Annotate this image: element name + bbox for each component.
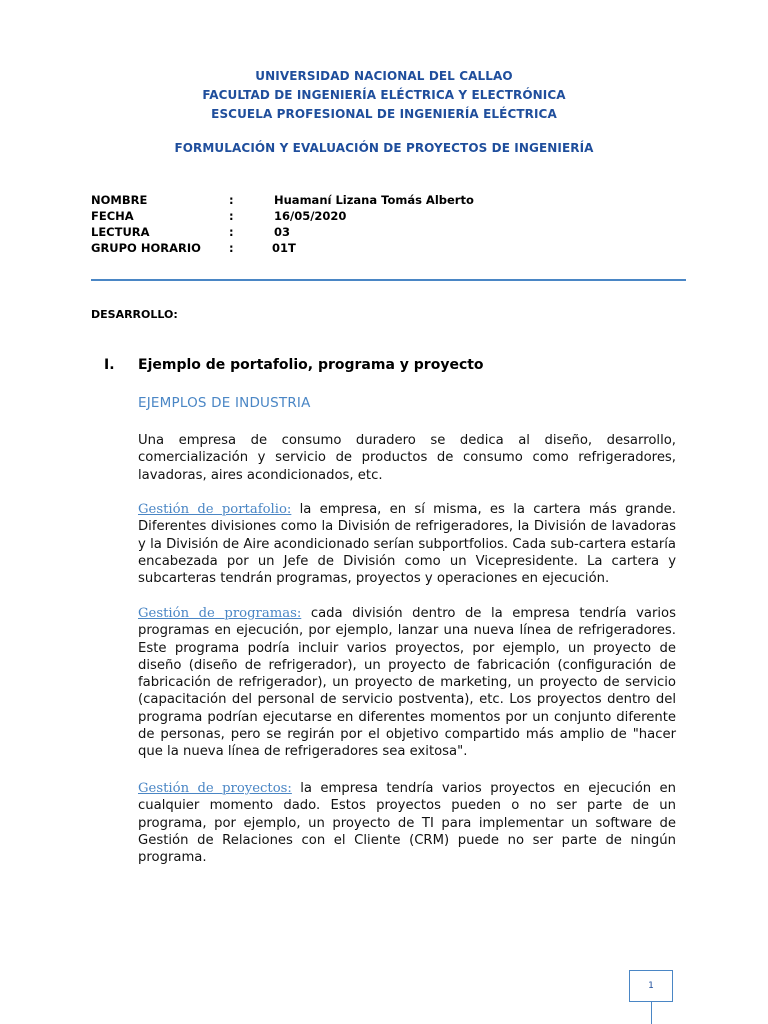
project-term: Gestión de proyectos: [138,781,292,796]
program-paragraph [138,605,676,761]
section-title: Ejemplo de portafolio, programa y proyecto [138,357,484,373]
info-label: FECHA [91,209,134,223]
info-separator: : [229,225,234,239]
course-title: FORMULACIÓN Y EVALUACIÓN DE PROYECTOS DE INGENIERÍA [174,141,594,155]
faculty-name: FACULTAD DE INGENIERÍA ELÉCTRICA Y ELECTRÓNICA [202,88,566,102]
info-label: GRUPO HORARIO [91,241,201,255]
info-separator: : [229,193,234,207]
project-paragraph [138,780,676,866]
info-label: LECTURA [91,225,150,239]
info-value: 03 [274,225,291,239]
page-number: 1 [648,981,654,991]
info-separator: : [229,209,234,223]
info-separator: : [229,241,234,255]
portfolio-text: la empresa, en sí misma, es la cartera más grande. Diferentes divisiones como la División de refrigeradores, la División de lavadoras y la División de Aire acondicionado serían subportfolios. Cada sub-cartera estaría encabezada por un Jefe de División como un Vicepresidente. La cartera y subcarteras tendrán programas, proyectos y operaciones en ejecución. [138,502,676,587]
info-label: NOMBRE [91,193,148,207]
portfolio-paragraph [138,501,676,587]
info-value: Huamaní Lizana Tomás Alberto [274,193,474,207]
project-text: la empresa tendría varios proyectos en ejecución en cualquier momento dado. Estos proyectos pueden o no ser parte de un programa, por ejemplo, un proyecto de TI para implementar un software de Gestión de Relaciones con el Cliente (CRM) puede no ser parte de ningún programa. [138,781,677,866]
page-number-box [629,970,673,1002]
program-term: Gestión de programas: [138,606,302,621]
header-divider [91,279,686,281]
info-value: 16/05/2020 [274,209,347,223]
desarrollo-label: DESARROLLO: [91,308,178,321]
program-text: cada división dentro de la empresa tendría varios programas en ejecución, por ejemplo, lanzar una nueva línea de refrigeradores. Este programa podría incluir varios proyectos, por ejemplo, un proyecto de diseño (diseño de refrigerador), un proyecto de fabricación (configuración de fabricación de refrigerador), un proyecto de marketing, un proyecto de servicio (capacitación del personal de servicio postventa), etc. Los proyectos dentro del programa podrían ejecutarse en diferentes momentos por un conjunto diferente de personas, pero se regirán por el objetivo compartido más amplio de "hacer que la nueva línea de refrigeradores sea exitosa". [138,606,676,760]
page-number-line [651,1002,652,1024]
section-number: I. [104,357,115,373]
school-name: ESCUELA PROFESIONAL DE INGENIERÍA ELÉCTRICA [211,107,557,121]
intro-paragraph: Una empresa de consumo duradero se dedica al diseño, desarrollo, comercialización y servicio de productos de consumo como refrigeradores, lavadoras, aires acondicionados, etc. [138,433,676,483]
university-name: UNIVERSIDAD NACIONAL DEL CALLAO [255,69,513,83]
info-value: 01T [272,241,296,255]
subheading: EJEMPLOS DE INDUSTRIA [138,395,311,411]
portfolio-term: Gestión de portafolio: [138,502,292,517]
